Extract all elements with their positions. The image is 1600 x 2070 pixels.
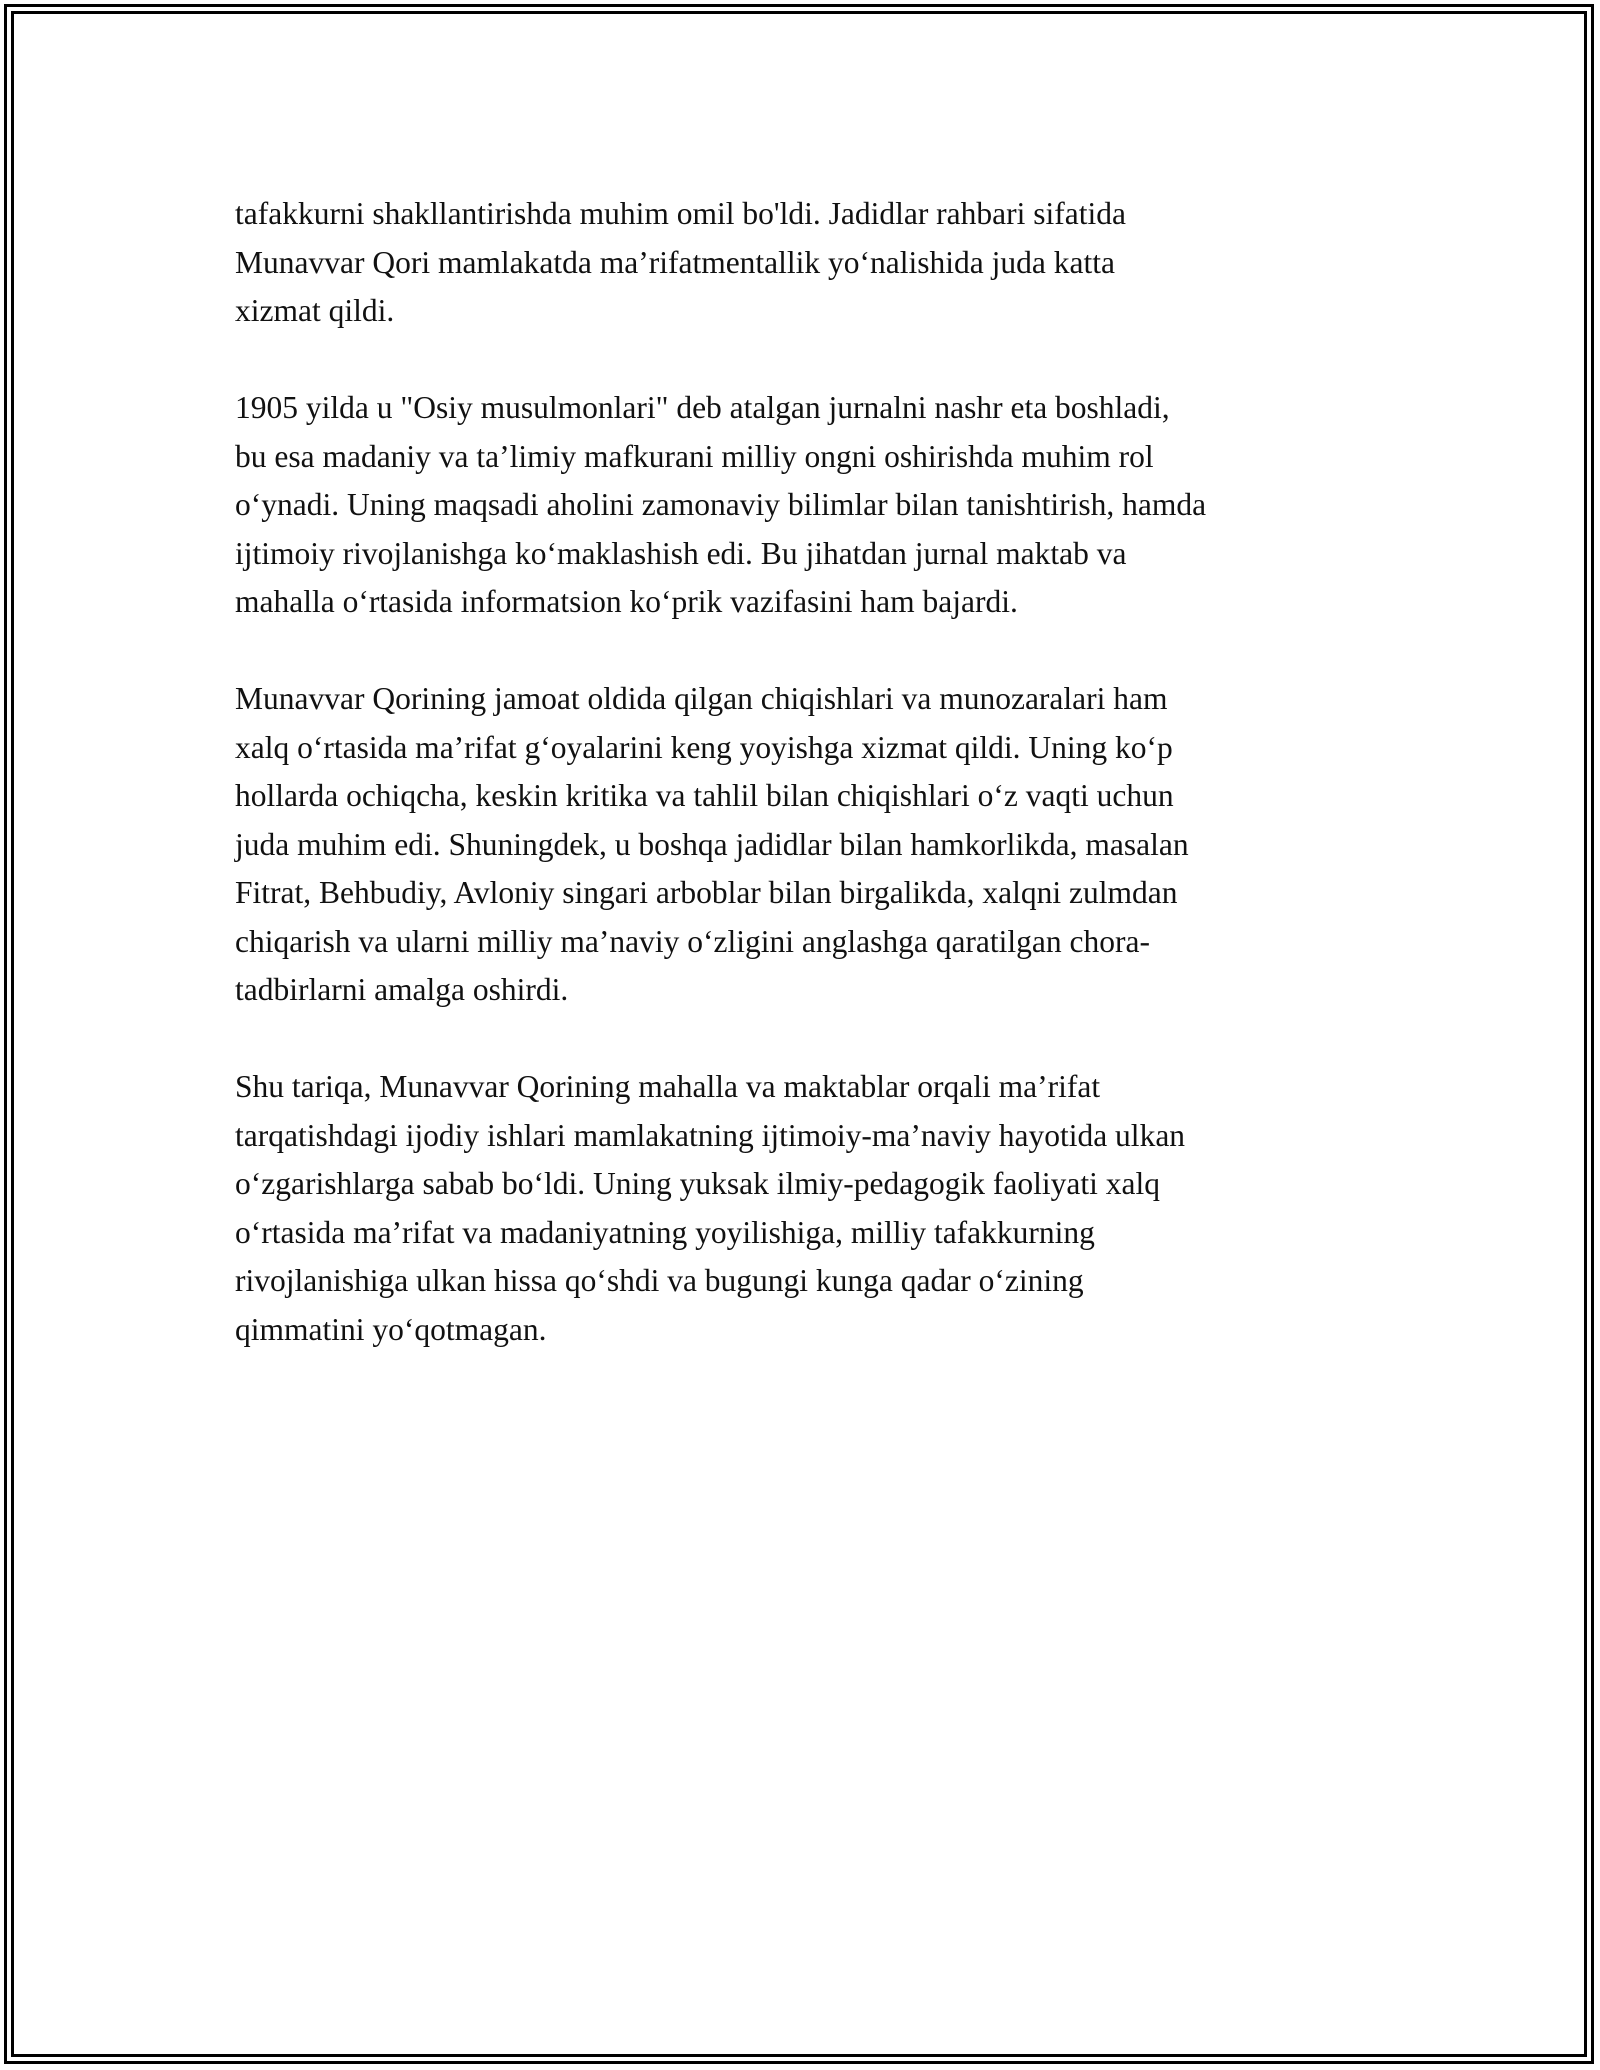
text-line: tafakkurni shakllantirishda muhim omil bo'ldi. Jadidlar rahbari sifatida bbox=[235, 196, 1126, 231]
text-line: Fitrat, Behbudiy, Avloniy singari arboblar bilan birgalikda, xalqni zulmdan bbox=[235, 875, 1178, 910]
text-line: chiqarish va ularni milliy ma’naviy o‘zligini anglashga qaratilgan chora- bbox=[235, 923, 1150, 959]
text-line: tarqatishdagi ijodiy ishlari mamlakatning ijtimoiy-ma’naviy hayotida ulkan bbox=[235, 1117, 1186, 1153]
text-line: xalq o‘rtasida ma’rifat g‘oyalarini keng yoyishga xizmat qildi. Uning ko‘p bbox=[235, 729, 1173, 765]
text-line: 1905 yilda u "Osiy musulmonlari" deb atalgan jurnalni nashr eta boshladi, bbox=[235, 390, 1170, 425]
text-line: rivojlanishiga ulkan hissa qo‘shdi va bugungi kunga qadar o‘zining bbox=[235, 1263, 1084, 1298]
text-line: o‘ynadi. Uning maqsadi aholini zamonaviy bilimlar bilan tanishtirish, hamda bbox=[235, 487, 1207, 522]
text-line: Munavvar Qori mamlakatda ma’rifatmentallik yo‘nalishida juda katta bbox=[235, 244, 1115, 280]
text-line: bu esa madaniy va ta’limiy mafkurani milliy ongni oshirishda muhim rol bbox=[235, 438, 1154, 474]
text-line: Shu tariqa, Munavvar Qorining mahalla va maktablar orqali ma’rifat bbox=[235, 1069, 1101, 1104]
paragraph-3 bbox=[235, 675, 1385, 1015]
text-line: mahalla o‘rtasida informatsion ko‘prik vazifasini ham bajardi. bbox=[235, 584, 1018, 619]
text-line: o‘zgarishlarga sabab bo‘ldi. Uning yuksak ilmiy-pedagogik faoliyati xalq bbox=[235, 1166, 1160, 1201]
text-line: tadbirlarni amalga oshirdi. bbox=[235, 972, 569, 1007]
text-line: Munavvar Qorining jamoat oldida qilgan chiqishlari va munozaralari ham bbox=[235, 681, 1168, 716]
text-line: xizmat qildi. bbox=[235, 293, 395, 328]
paragraph-4 bbox=[235, 1063, 1385, 1354]
document-body bbox=[235, 190, 1385, 1403]
text-line: ijtimoiy rivojlanishga ko‘maklashish edi. Bu jihatdan jurnal maktab va bbox=[235, 535, 1127, 571]
text-line: o‘rtasida ma’rifat va madaniyatning yoyilishiga, milliy tafakkurning bbox=[235, 1214, 1095, 1250]
paragraph-2 bbox=[235, 384, 1385, 627]
text-line: hollarda ochiqcha, keskin kritika va tahlil bilan chiqishlari o‘z vaqti uchun bbox=[235, 778, 1174, 813]
paragraph-1 bbox=[235, 190, 1385, 336]
text-line: juda muhim edi. Shuningdek, u boshqa jadidlar bilan hamkorlikda, masalan bbox=[235, 826, 1189, 862]
text-line: qimmatini yo‘qotmagan. bbox=[235, 1311, 547, 1347]
